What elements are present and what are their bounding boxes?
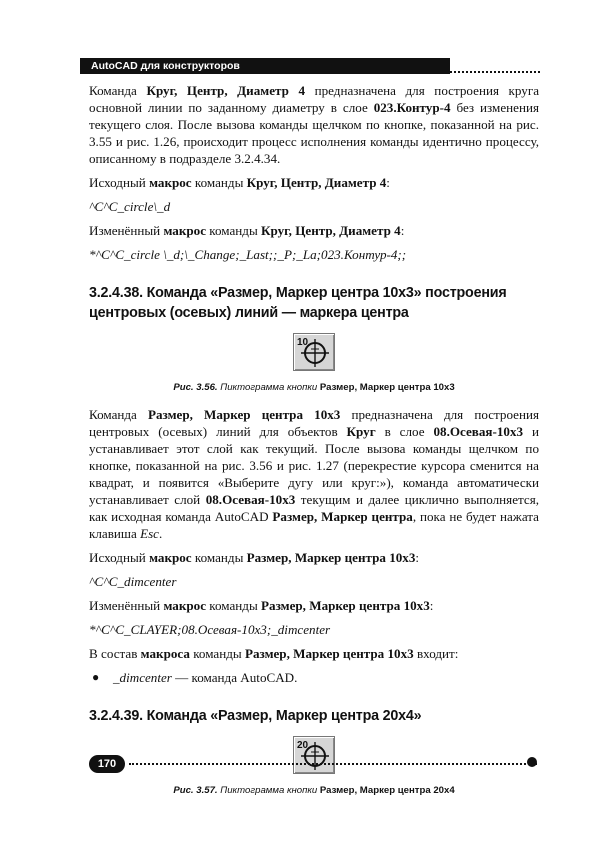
text-run: : — [415, 550, 420, 565]
key-name: Esc — [140, 526, 159, 541]
text-run: команды — [191, 175, 247, 190]
command-name: Круг, Центр, Диаметр 4 — [146, 83, 306, 98]
text-run: Пиктограмма кнопки — [217, 785, 320, 796]
command-name: Размер, Маркер центра 10x3 — [148, 407, 341, 422]
term: макрос — [163, 598, 207, 613]
text-run: — команда AutoCAD. — [171, 670, 298, 685]
center-mark-icon — [293, 333, 335, 371]
term: макрос — [163, 223, 207, 238]
text-run: : — [400, 223, 405, 238]
list-item — [89, 669, 539, 686]
macro-includes-list — [89, 669, 539, 686]
icon-label: 10 — [297, 337, 309, 348]
text-run: В состав — [89, 646, 141, 661]
figure-caption — [89, 784, 539, 797]
text-run: предназначена для построения круга основной линии по заданному диаметру в слое — [89, 83, 540, 115]
text-run: текущим и далее циклично выполняется, как исходная команда AutoCAD — [89, 492, 539, 524]
text-run: Пиктограмма кнопки — [217, 382, 320, 393]
command-name: Круг, Центр, Диаметр 4 — [246, 175, 387, 190]
section-paragraph — [89, 406, 539, 542]
text-run: и устанавливает этот слой как текущий. После вызова команды щелчком по кнопке, показанной на рис. 3.56 и рис. 1.27 (перекрестие курсора сменится на квадрат, и появится «Выберите дугу или круг:»), команда автоматически устанавливает слой — [89, 424, 539, 507]
page-body — [89, 82, 539, 809]
layer-name: 08.Осевая-10x3 — [433, 424, 524, 439]
figure-icon-10x3 — [89, 333, 539, 375]
macro-includes-label — [89, 645, 539, 662]
text-run: Исходный — [89, 550, 150, 565]
text-run: Команда — [89, 83, 147, 98]
term: макроса — [140, 646, 190, 661]
source-macro-label — [89, 549, 539, 566]
modified-macro-code: *^C^C_circle \_d;\_Change;_Last;;_P;_La;023.Контур-4;; — [89, 247, 407, 262]
source-macro-code: ^C^C_circle\_d — [89, 199, 171, 214]
object-name: Круг — [346, 424, 376, 439]
command-name: Размер, Маркер центра 10x3 — [246, 550, 416, 565]
text-run: команды — [189, 646, 245, 661]
command-name: Размер, Маркер центра 20x4 — [319, 785, 455, 796]
text-run: входит: — [413, 646, 459, 661]
figure-caption — [89, 381, 539, 394]
text-run: , пока не будет нажата клавиша — [89, 509, 539, 541]
text-run: : — [429, 598, 434, 613]
text-run: команды — [191, 550, 247, 565]
command-name: Размер, Маркер центра 10x3 — [244, 646, 414, 661]
header-title: AutoCAD для конструкторов — [80, 58, 450, 74]
page-footer — [89, 755, 549, 775]
figure-number: Рис. 3.56. — [173, 382, 218, 393]
command-name: Размер, Маркер центра — [272, 509, 413, 524]
term: макрос — [149, 175, 192, 190]
footer-dot-icon — [527, 757, 537, 767]
text-run: : — [386, 175, 390, 190]
source-macro-code: ^C^C_dimcenter — [89, 574, 177, 589]
modified-macro-label — [89, 597, 539, 614]
term: макрос — [149, 550, 192, 565]
bullet-icon: ● — [92, 670, 100, 684]
text-run: Команда — [89, 407, 149, 422]
modified-macro-code: *^C^C_CLAYER;08.Осевая-10x3;_dimcenter — [89, 622, 331, 637]
text-run: без изменения текущего слоя. После вызова команды щелчком по кнопке, показанной на рис. 3.55 и рис. 1.26, происходит процесс исполнения команды идентично процессу, описанному в подразделе 3.2.4.34. — [89, 100, 539, 166]
text-run: Исходный — [89, 175, 150, 190]
text-run: предназначена для построения центровых (осевых) линий для объектов — [89, 407, 539, 439]
icon-label: 20 — [297, 740, 309, 751]
footer-dotted-rule — [129, 763, 537, 765]
section-heading: 3.2.4.38. Команда «Размер, Маркер центра 10x3» построения центровых (осевых) линий — маркера центра — [89, 285, 507, 321]
text-run: Изменённый — [89, 223, 164, 238]
modified-macro-label — [89, 222, 539, 239]
text-run: команды — [206, 223, 262, 238]
layer-name: 08.Осевая-10x3 — [205, 492, 296, 507]
header-dotted-rule — [450, 71, 540, 73]
source-macro-label — [89, 174, 539, 191]
text-run: команды — [206, 598, 262, 613]
text-run: . — [158, 526, 163, 541]
section-heading: 3.2.4.39. Команда «Размер, Маркер центра 20x4» — [89, 708, 422, 724]
command-name: Круг, Центр, Диаметр 4 — [261, 223, 401, 238]
text-run: в слое — [375, 424, 434, 439]
running-header — [80, 58, 540, 74]
layer-name: 023.Контур-4 — [373, 100, 451, 115]
command-code: _dimcenter — [113, 670, 172, 685]
command-name: Размер, Маркер центра 10x3 — [319, 382, 455, 393]
text-run: Изменённый — [89, 598, 164, 613]
figure-number: Рис. 3.57. — [173, 785, 218, 796]
page-number: 170 — [89, 755, 125, 773]
intro-paragraph — [89, 82, 539, 167]
command-name: Размер, Маркер центра 10x3 — [261, 598, 430, 613]
